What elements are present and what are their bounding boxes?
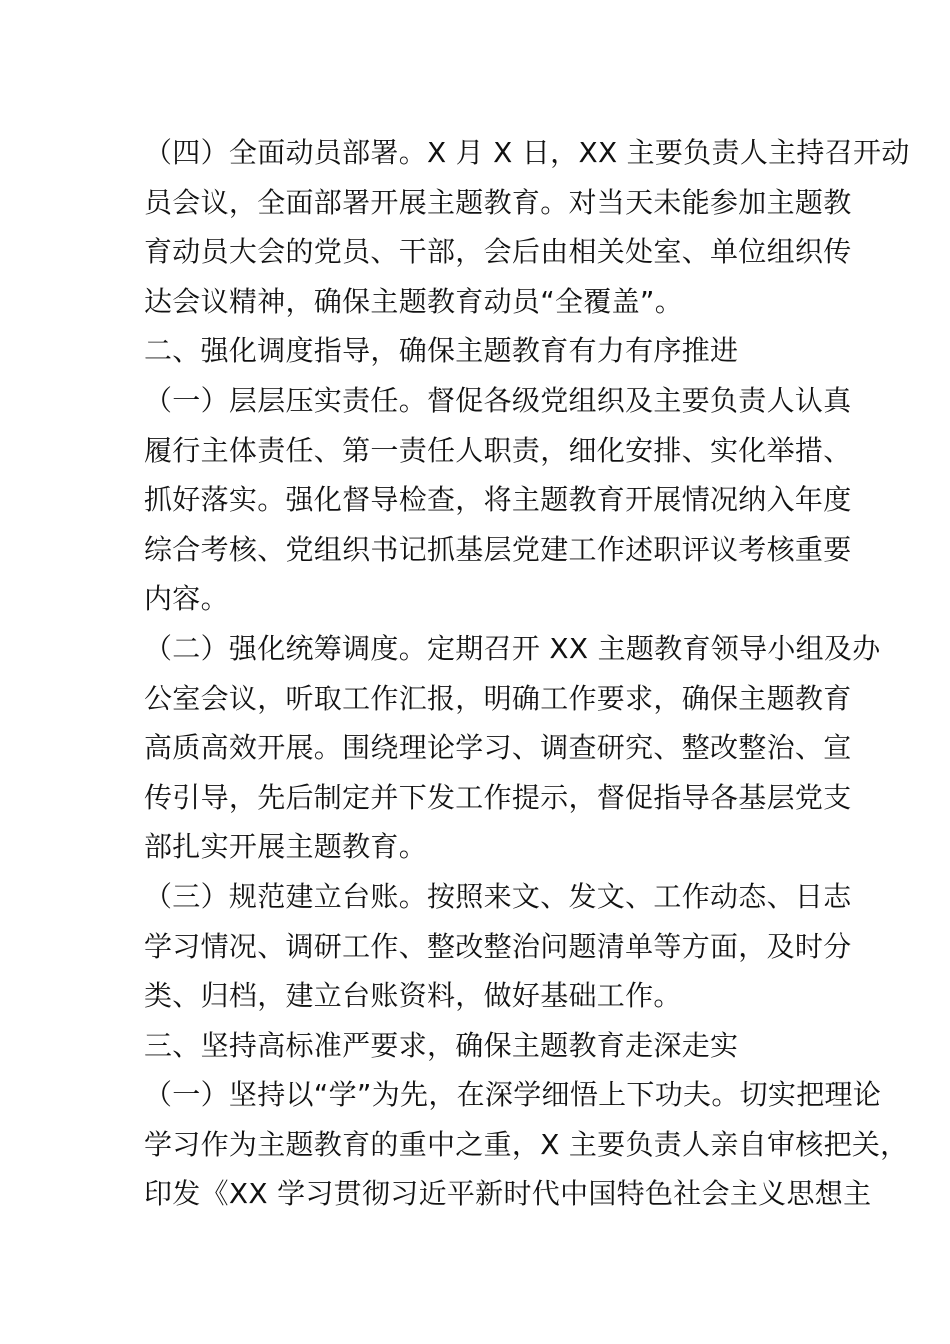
text-line: 高质高效开展。围绕理论学习、调查研究、整改整治、宣 (144, 731, 852, 765)
text-line: 综合考核、党组织书记抓基层党建工作述职评议考核重要 (144, 532, 852, 566)
text-line: （一）坚持以“学”为先，在深学细悟上下功夫。切实把理论 (144, 1078, 882, 1112)
text-line: 员会议，全面部署开展主题教育。对当天未能参加主题教 (144, 185, 852, 219)
text-line: 育动员大会的党员、干部，会后由相关处室、单位组织传 (144, 235, 852, 269)
text-line: 内容。 (144, 582, 229, 616)
text-line: 印发《XX 学习贯彻习近平新时代中国特色社会主义思想主 (144, 1177, 872, 1211)
text-line: （四）全面动员部署。X 月 X 日，XX 主要负责人主持召开动 (144, 136, 910, 169)
text-line: 公室会议，听取工作汇报，明确工作要求，确保主题教育 (144, 681, 852, 715)
text-line: 履行主体责任、第一责任人职责，细化安排、实化举措、 (144, 433, 852, 467)
text-line: 部扎实开展主题教育。 (144, 830, 428, 864)
text-line: （三）规范建立台账。按照来文、发文、工作动态、日志 (144, 879, 852, 913)
text-line: 类、归档，建立台账资料，做好基础工作。 (144, 979, 682, 1013)
text-line: 学习情况、调研工作、整改整治问题清单等方面，及时分 (144, 929, 852, 963)
text-line: 传引导，先后制定并下发工作提示，督促指导各基层党支 (144, 780, 852, 814)
text-line: （二）强化统筹调度。定期召开 XX 主题教育领导小组及办 (144, 631, 881, 665)
text-line: 达会议精神，确保主题教育动员“全覆盖”。 (144, 284, 684, 318)
text-line: 学习作为主题教育的重中之重，X 主要负责人亲自审核把关， (144, 1127, 909, 1161)
text-line: 抓好落实。强化督导检查，将主题教育开展情况纳入年度 (144, 483, 852, 517)
document-body (144, 128, 910, 1219)
text-line: （一）层层压实责任。督促各级党组织及主要负责人认真 (144, 383, 852, 417)
section-heading: 三、坚持高标准严要求，确保主题教育走深走实 (144, 1028, 739, 1062)
section-heading: 二、强化调度指导，确保主题教育有力有序推进 (144, 334, 739, 368)
